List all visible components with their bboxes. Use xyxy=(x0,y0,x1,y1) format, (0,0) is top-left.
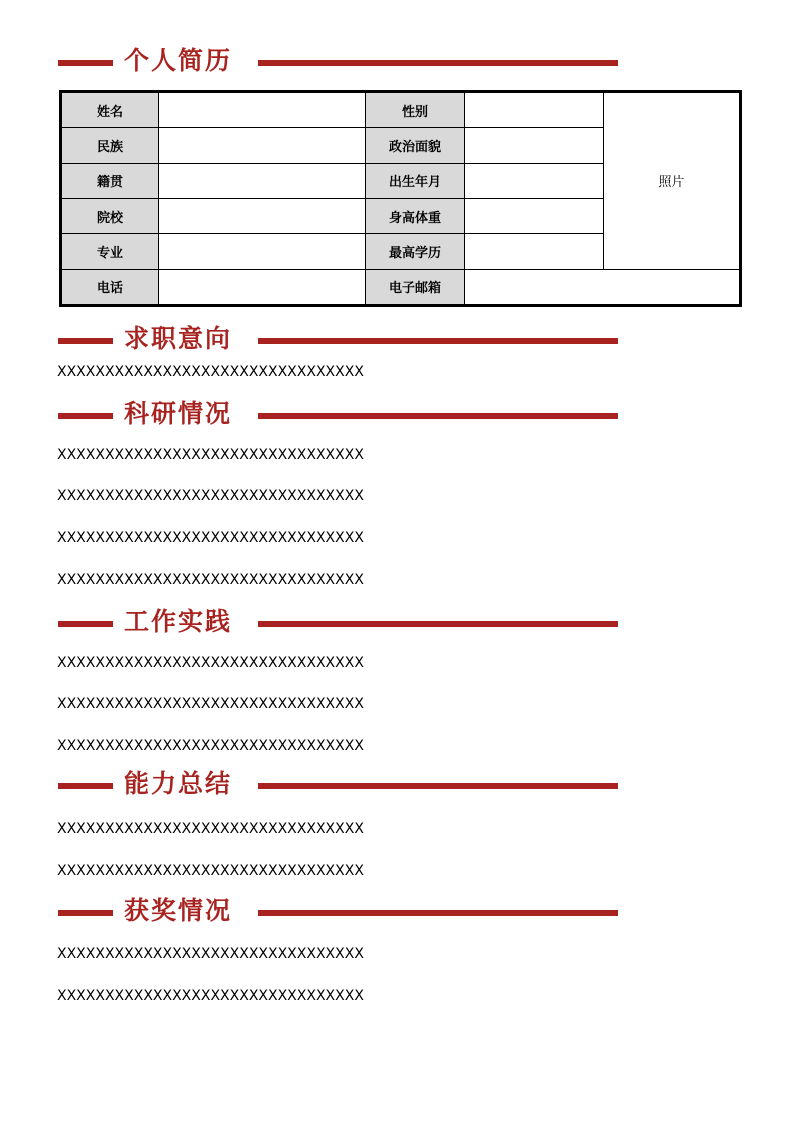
value-native-place[interactable] xyxy=(159,163,366,198)
value-name[interactable] xyxy=(159,93,366,128)
section-title-awards: 获奖情况 xyxy=(124,896,233,925)
header-bar-left xyxy=(58,60,113,66)
section-header-awards xyxy=(58,894,618,928)
section-title-skills: 能力总结 xyxy=(124,769,233,798)
header-bar-left xyxy=(58,338,113,344)
personal-info-table xyxy=(59,90,742,307)
value-ethnicity[interactable] xyxy=(159,128,366,163)
section-title-resume: 个人简历 xyxy=(124,46,233,75)
section-title-objective: 求职意向 xyxy=(124,324,233,353)
awards-line: XXXXXXXXXXXXXXXXXXXXXXXXXXXXXXXX xyxy=(57,946,364,962)
label-height-weight: 身高体重 xyxy=(366,198,465,233)
value-email[interactable] xyxy=(465,269,740,304)
work-line: XXXXXXXXXXXXXXXXXXXXXXXXXXXXXXXX xyxy=(57,738,364,754)
section-header-work xyxy=(58,605,618,639)
label-ethnicity: 民族 xyxy=(62,128,159,163)
section-title-work: 工作实践 xyxy=(124,607,233,636)
label-native-place: 籍贯 xyxy=(62,163,159,198)
header-bar-left xyxy=(58,910,113,916)
table-row xyxy=(62,93,740,128)
value-political[interactable] xyxy=(465,128,604,163)
header-bar-left xyxy=(58,621,113,627)
header-bar-right xyxy=(258,910,618,916)
table-row xyxy=(62,269,740,304)
research-line: XXXXXXXXXXXXXXXXXXXXXXXXXXXXXXXX xyxy=(57,572,364,588)
value-birth[interactable] xyxy=(465,163,604,198)
awards-line: XXXXXXXXXXXXXXXXXXXXXXXXXXXXXXXX xyxy=(57,988,364,1004)
skills-line: XXXXXXXXXXXXXXXXXXXXXXXXXXXXXXXX xyxy=(57,821,364,837)
work-line: XXXXXXXXXXXXXXXXXXXXXXXXXXXXXXXX xyxy=(57,655,364,671)
section-header-objective xyxy=(58,322,618,356)
work-line: XXXXXXXXXXXXXXXXXXXXXXXXXXXXXXXX xyxy=(57,696,364,712)
value-gender[interactable] xyxy=(465,93,604,128)
skills-line: XXXXXXXXXXXXXXXXXXXXXXXXXXXXXXXX xyxy=(57,863,364,879)
section-header-research xyxy=(58,397,618,431)
section-header-skills xyxy=(58,767,618,801)
header-bar-right xyxy=(258,338,618,344)
value-school[interactable] xyxy=(159,198,366,233)
photo-cell[interactable]: 照片 xyxy=(604,93,740,270)
section-header-resume xyxy=(58,44,618,78)
label-email: 电子邮箱 xyxy=(366,269,465,304)
research-line: XXXXXXXXXXXXXXXXXXXXXXXXXXXXXXXX xyxy=(57,488,364,504)
label-major: 专业 xyxy=(62,234,159,269)
value-phone[interactable] xyxy=(159,269,366,304)
label-gender: 性别 xyxy=(366,93,465,128)
header-bar-right xyxy=(258,60,618,66)
value-height-weight[interactable] xyxy=(465,198,604,233)
research-line: XXXXXXXXXXXXXXXXXXXXXXXXXXXXXXXX xyxy=(57,530,364,546)
section-title-research: 科研情况 xyxy=(124,399,233,428)
header-bar-right xyxy=(258,413,618,419)
header-bar-left xyxy=(58,783,113,789)
header-bar-right xyxy=(258,621,618,627)
label-education: 最高学历 xyxy=(366,234,465,269)
value-education[interactable] xyxy=(465,234,604,269)
objective-line: XXXXXXXXXXXXXXXXXXXXXXXXXXXXXXXX xyxy=(57,364,364,380)
header-bar-right xyxy=(258,783,618,789)
value-major[interactable] xyxy=(159,234,366,269)
header-bar-left xyxy=(58,413,113,419)
label-phone: 电话 xyxy=(62,269,159,304)
label-birth: 出生年月 xyxy=(366,163,465,198)
label-name: 姓名 xyxy=(62,93,159,128)
label-political: 政治面貌 xyxy=(366,128,465,163)
label-school: 院校 xyxy=(62,198,159,233)
research-line: XXXXXXXXXXXXXXXXXXXXXXXXXXXXXXXX xyxy=(57,447,364,463)
